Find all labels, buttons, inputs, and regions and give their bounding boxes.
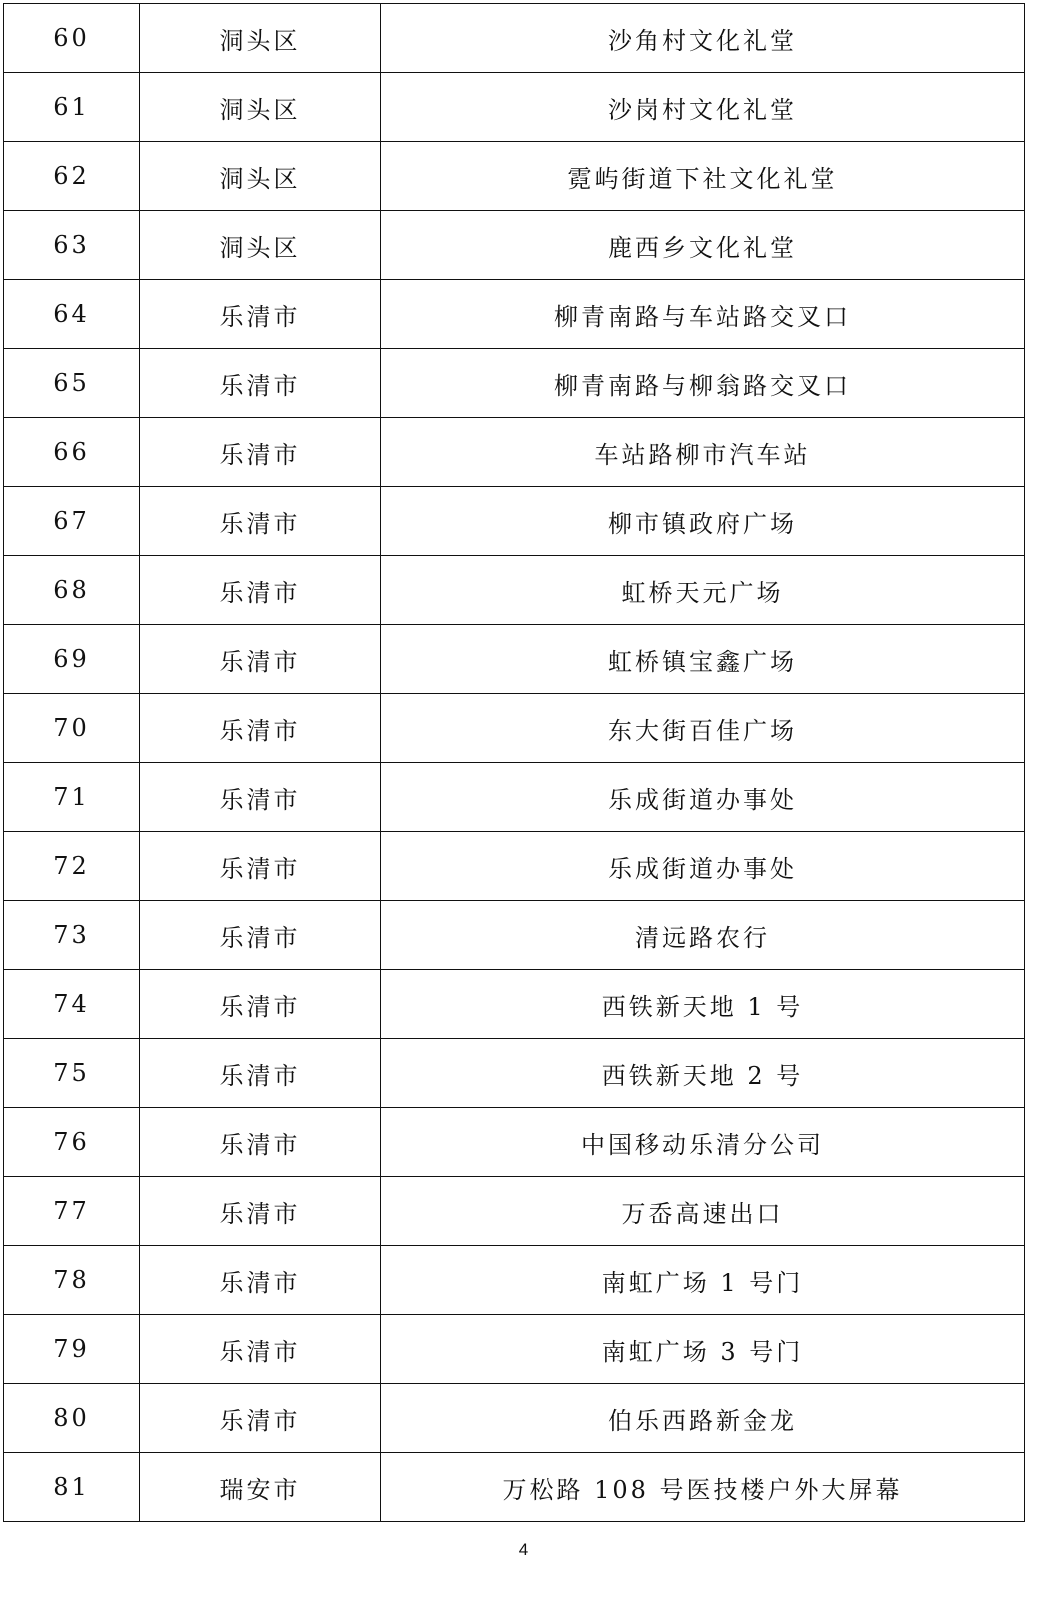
row-number-cell: 69 [4,625,140,694]
district-cell: 乐清市 [140,418,381,487]
table-row [4,349,1025,418]
row-number-cell: 63 [4,211,140,280]
row-number-cell: 74 [4,970,140,1039]
table-row [4,211,1025,280]
row-number-cell: 81 [4,1453,140,1522]
table-row [4,418,1025,487]
table-row [4,763,1025,832]
row-number-cell: 75 [4,1039,140,1108]
district-cell: 乐清市 [140,832,381,901]
location-cell: 南虹广场 3 号门 [381,1315,1025,1384]
district-cell: 洞头区 [140,4,381,73]
district-cell: 乐清市 [140,901,381,970]
location-cell: 鹿西乡文化礼堂 [381,211,1025,280]
location-cell: 柳市镇政府广场 [381,487,1025,556]
location-cell: 乐成街道办事处 [381,763,1025,832]
location-cell: 万岙高速出口 [381,1177,1025,1246]
district-cell: 乐清市 [140,1246,381,1315]
district-cell: 乐清市 [140,763,381,832]
district-cell: 乐清市 [140,556,381,625]
table-row [4,1453,1025,1522]
location-cell: 伯乐西路新金龙 [381,1384,1025,1453]
table-row [4,556,1025,625]
location-cell: 西铁新天地 1 号 [381,970,1025,1039]
location-cell: 柳青南路与车站路交叉口 [381,280,1025,349]
row-number-cell: 66 [4,418,140,487]
row-number-cell: 77 [4,1177,140,1246]
row-number-cell: 67 [4,487,140,556]
row-number-cell: 73 [4,901,140,970]
table-row [4,694,1025,763]
location-cell: 中国移动乐清分公司 [381,1108,1025,1177]
location-cell: 乐成街道办事处 [381,832,1025,901]
location-cell: 虹桥镇宝鑫广场 [381,625,1025,694]
table-row [4,1246,1025,1315]
district-cell: 乐清市 [140,970,381,1039]
district-cell: 乐清市 [140,694,381,763]
location-cell: 虹桥天元广场 [381,556,1025,625]
district-cell: 乐清市 [140,1384,381,1453]
district-cell: 洞头区 [140,211,381,280]
district-cell: 乐清市 [140,1177,381,1246]
row-number-cell: 80 [4,1384,140,1453]
table-row [4,4,1025,73]
row-number-cell: 61 [4,73,140,142]
row-number-cell: 65 [4,349,140,418]
row-number-cell: 71 [4,763,140,832]
table-body [4,4,1025,1522]
district-cell: 乐清市 [140,280,381,349]
location-cell: 车站路柳市汽车站 [381,418,1025,487]
row-number-cell: 70 [4,694,140,763]
row-number-cell: 62 [4,142,140,211]
page-number: 4 [518,1540,529,1559]
location-cell: 沙岗村文化礼堂 [381,73,1025,142]
location-cell: 柳青南路与柳翁路交叉口 [381,349,1025,418]
district-cell: 乐清市 [140,1039,381,1108]
district-cell: 洞头区 [140,142,381,211]
location-cell: 万松路 108 号医技楼户外大屏幕 [381,1453,1025,1522]
row-number-cell: 78 [4,1246,140,1315]
row-number-cell: 79 [4,1315,140,1384]
location-cell: 霓屿街道下社文化礼堂 [381,142,1025,211]
row-number-cell: 76 [4,1108,140,1177]
table-row [4,901,1025,970]
table-row [4,1039,1025,1108]
location-cell: 沙角村文化礼堂 [381,4,1025,73]
row-number-cell: 64 [4,280,140,349]
district-cell: 乐清市 [140,349,381,418]
district-cell: 瑞安市 [140,1453,381,1522]
table-row [4,1315,1025,1384]
table-row [4,832,1025,901]
location-cell: 清远路农行 [381,901,1025,970]
location-cell: 东大街百佳广场 [381,694,1025,763]
location-cell: 西铁新天地 2 号 [381,1039,1025,1108]
table-row [4,280,1025,349]
district-cell: 乐清市 [140,625,381,694]
table-row [4,73,1025,142]
table-row [4,1384,1025,1453]
location-table [3,3,1025,1522]
table-row [4,142,1025,211]
location-cell: 南虹广场 1 号门 [381,1246,1025,1315]
table-row [4,487,1025,556]
table-row [4,1177,1025,1246]
row-number-cell: 72 [4,832,140,901]
table-row [4,970,1025,1039]
table-row [4,625,1025,694]
table-row [4,1108,1025,1177]
district-cell: 乐清市 [140,487,381,556]
row-number-cell: 68 [4,556,140,625]
district-cell: 乐清市 [140,1315,381,1384]
district-cell: 乐清市 [140,1108,381,1177]
district-cell: 洞头区 [140,73,381,142]
row-number-cell: 60 [4,4,140,73]
